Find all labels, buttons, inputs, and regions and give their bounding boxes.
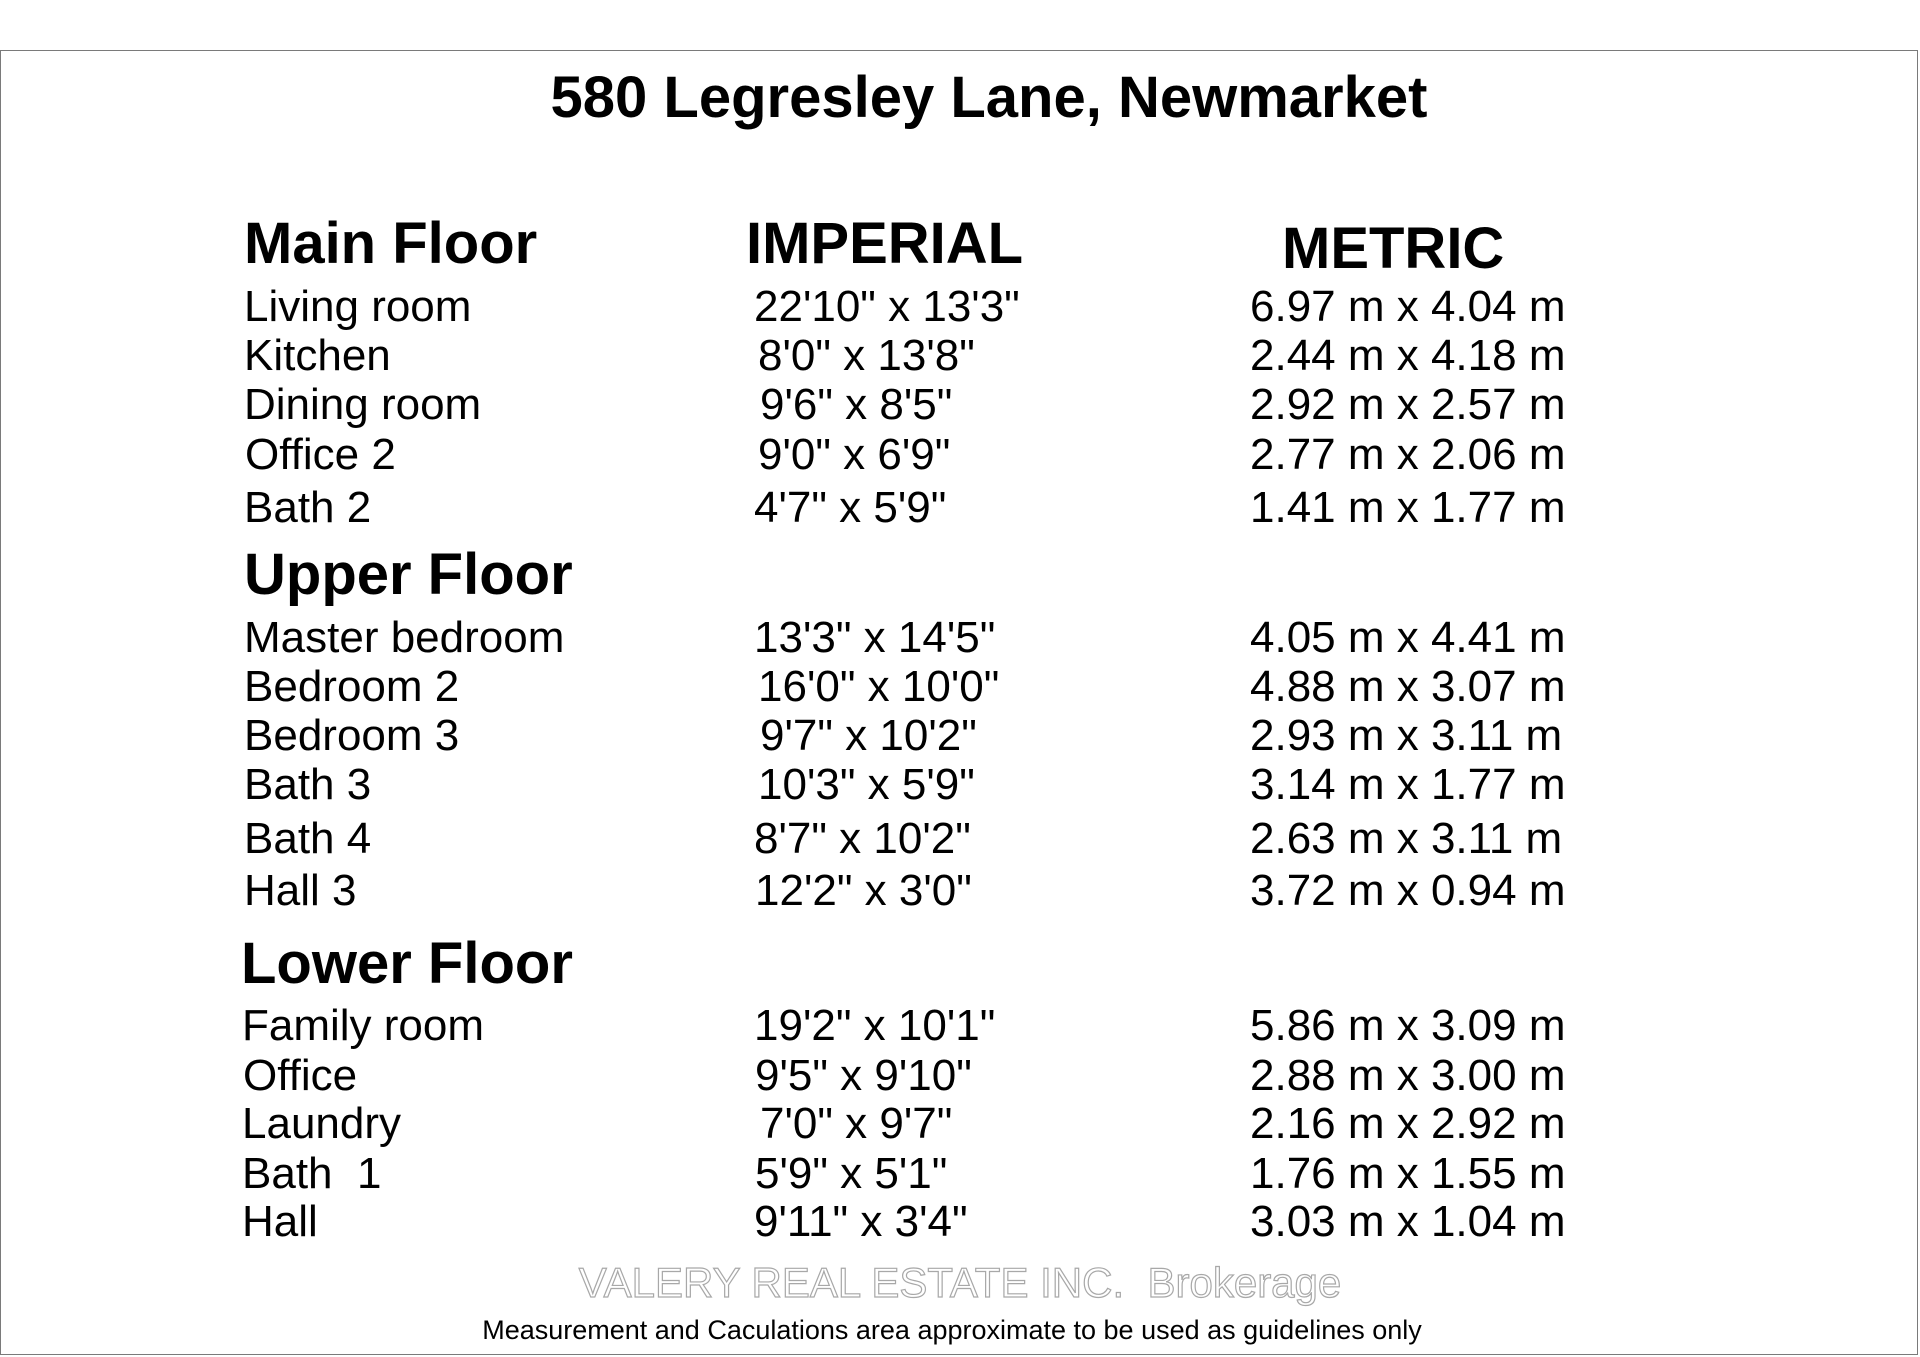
metric-dimension: 4.05 m x 4.41 m	[1250, 613, 1566, 662]
metric-dimension: 1.41 m x 1.77 m	[1250, 483, 1566, 532]
imperial-dimension: 4'7" x 5'9"	[754, 483, 947, 532]
room-row	[0, 331, 1700, 381]
imperial-dimension: 16'0" x 10'0"	[758, 662, 1000, 711]
metric-dimension: 1.76 m x 1.55 m	[1250, 1149, 1566, 1198]
room-name: Office	[243, 1051, 358, 1100]
room-name: Laundry	[242, 1099, 402, 1148]
imperial-dimension: 9'5" x 9'10"	[755, 1051, 972, 1100]
room-row	[0, 760, 1700, 810]
room-name: Hall	[242, 1197, 318, 1246]
disclaimer-footer: Measurement and Caculations area approximate to be used as guidelines only	[482, 1315, 1422, 1345]
metric-dimension: 2.44 m x 4.18 m	[1250, 331, 1566, 380]
page-title: 580 Legresley Lane, Newmarket	[550, 65, 1428, 130]
imperial-dimension: 8'0" x 13'8"	[758, 331, 975, 380]
room-row	[0, 866, 1700, 916]
room-row	[0, 1001, 1700, 1051]
metric-dimension: 4.88 m x 3.07 m	[1250, 662, 1566, 711]
brokerage-watermark: VALERY REAL ESTATE INC. Brokerage	[578, 1259, 1342, 1306]
metric-dimension: 2.92 m x 2.57 m	[1250, 380, 1566, 429]
room-name: Bath 1	[242, 1149, 382, 1198]
imperial-dimension: 9'11" x 3'4"	[754, 1197, 968, 1246]
room-name: Living room	[244, 282, 472, 331]
room-row	[0, 814, 1700, 864]
room-name: Office 2	[245, 430, 396, 479]
column-header-metric: METRIC	[1282, 216, 1505, 281]
section-heading-upper-floor: Upper Floor	[244, 542, 573, 607]
room-name: Hall 3	[244, 866, 357, 915]
metric-dimension: 2.93 m x 3.11 m	[1250, 711, 1563, 760]
metric-dimension: 3.72 m x 0.94 m	[1250, 866, 1566, 915]
metric-dimension: 2.88 m x 3.00 m	[1250, 1051, 1566, 1100]
metric-dimension: 2.63 m x 3.11 m	[1250, 814, 1563, 863]
imperial-dimension: 9'0" x 6'9"	[758, 430, 951, 479]
room-row	[0, 1197, 1700, 1247]
imperial-dimension: 10'3" x 5'9"	[758, 760, 975, 809]
imperial-dimension: 13'3" x 14'5"	[754, 613, 996, 662]
room-row	[0, 483, 1700, 533]
room-row	[0, 711, 1700, 761]
imperial-dimension: 8'7" x 10'2"	[754, 814, 971, 863]
imperial-dimension: 9'7" x 10'2"	[760, 711, 977, 760]
metric-dimension: 3.03 m x 1.04 m	[1250, 1197, 1566, 1246]
imperial-dimension: 7'0" x 9'7"	[760, 1099, 953, 1148]
room-name: Family room	[242, 1001, 485, 1050]
metric-dimension: 5.86 m x 3.09 m	[1250, 1001, 1566, 1050]
room-name: Kitchen	[244, 331, 391, 380]
metric-dimension: 6.97 m x 4.04 m	[1250, 282, 1566, 331]
room-row	[0, 380, 1700, 430]
section-heading-lower-floor: Lower Floor	[241, 931, 573, 996]
room-name: Master bedroom	[244, 613, 565, 662]
imperial-dimension: 19'2" x 10'1"	[754, 1001, 996, 1050]
room-row	[0, 662, 1700, 712]
room-row	[0, 1099, 1700, 1149]
imperial-dimension: 9'6" x 8'5"	[760, 380, 953, 429]
metric-dimension: 2.16 m x 2.92 m	[1250, 1099, 1566, 1148]
room-name: Bedroom 3	[244, 711, 460, 760]
room-row	[0, 613, 1700, 663]
metric-dimension: 3.14 m x 1.77 m	[1250, 760, 1566, 809]
room-name: Bath 3	[244, 760, 372, 809]
column-header-imperial: IMPERIAL	[746, 211, 1024, 276]
imperial-dimension: 22'10" x 13'3"	[754, 282, 1020, 331]
room-row	[0, 1051, 1700, 1101]
imperial-dimension: 12'2" x 3'0"	[755, 866, 972, 915]
imperial-dimension: 5'9" x 5'1"	[755, 1149, 948, 1198]
room-name: Bedroom 2	[244, 662, 460, 711]
room-row	[0, 282, 1700, 332]
room-row	[0, 1149, 1700, 1199]
room-name: Bath 2	[244, 483, 372, 532]
metric-dimension: 2.77 m x 2.06 m	[1250, 430, 1566, 479]
room-name: Bath 4	[244, 814, 372, 863]
section-heading-main-floor: Main Floor	[244, 211, 538, 276]
room-name: Dining room	[244, 380, 482, 429]
room-row	[0, 430, 1700, 480]
